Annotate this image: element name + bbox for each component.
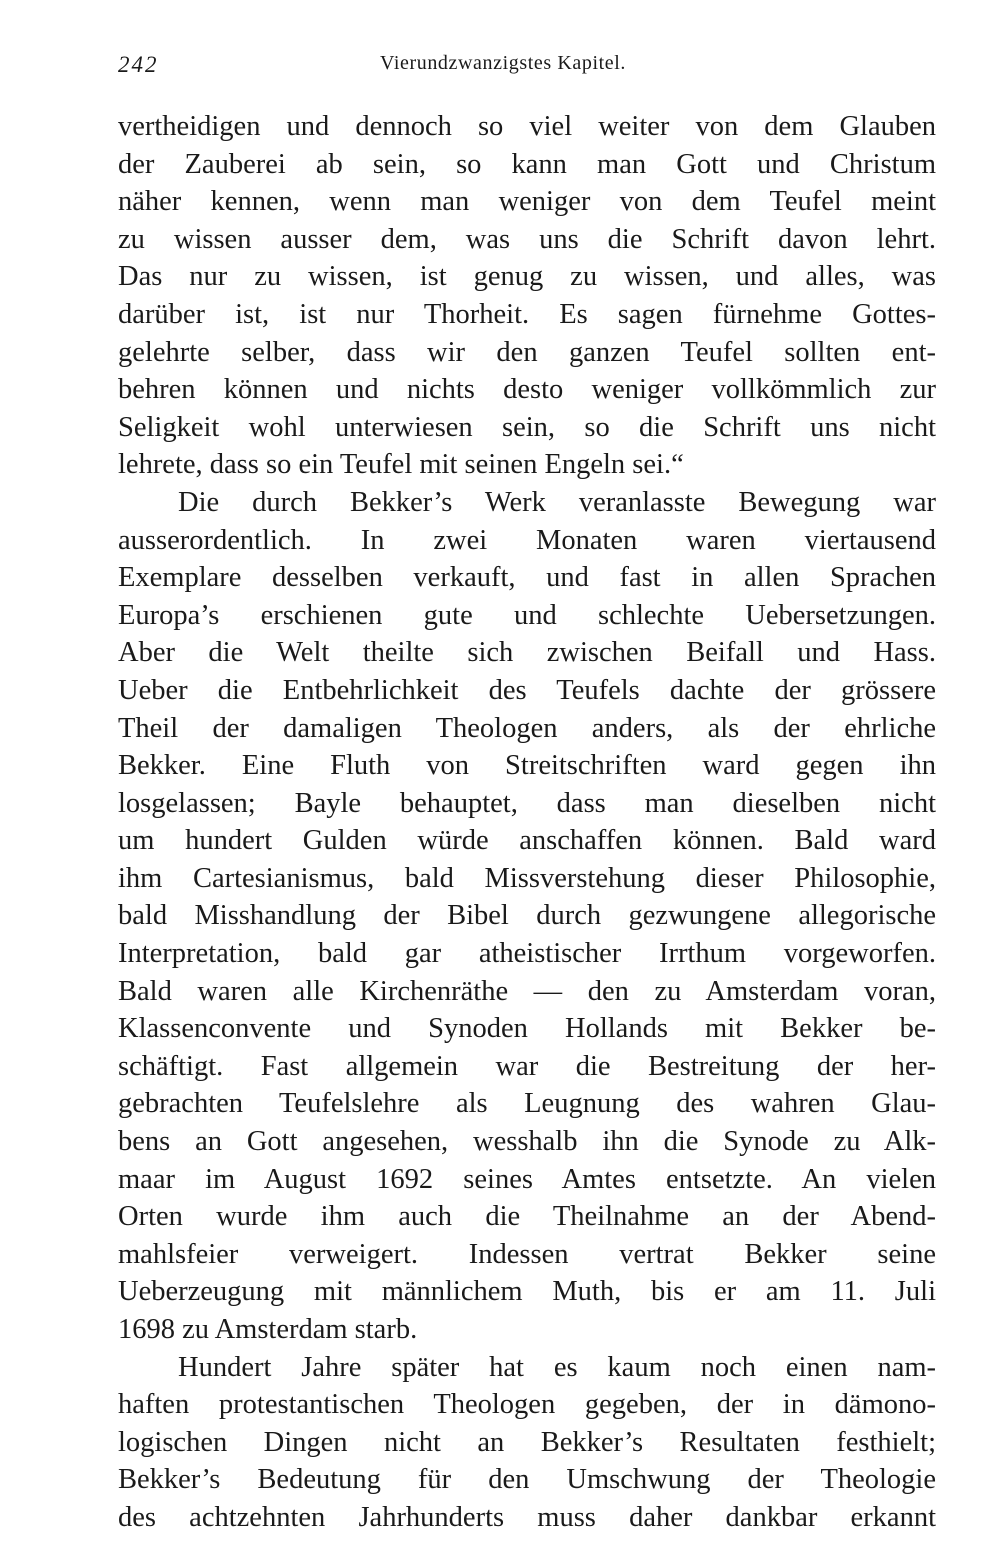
text-line: Interpretation, bald gar atheistischer Irrthum vorgeworfen. bbox=[118, 938, 936, 970]
text-line: vertheidigen und dennoch so viel weiter von dem Glauben bbox=[118, 111, 936, 142]
text-line: gelehrte selber, dass wir den ganzen Teufel sollten ent- bbox=[118, 336, 936, 368]
text-line: Bekker. Eine Fluth von Streitschriften ward gegen ihn bbox=[118, 750, 936, 782]
text-line: Das nur zu wissen, ist genug zu wissen, und alles, was bbox=[118, 261, 936, 293]
text-line: bald Misshandlung der Bibel durch gezwungene allegorische bbox=[118, 900, 936, 932]
text-line: Ueber die Entbehrlichkeit des Teufels dachte der grössere bbox=[118, 674, 936, 706]
body-text bbox=[118, 108, 936, 1537]
text-line: Hundert Jahre später hat es kaum noch einen nam- bbox=[178, 1351, 936, 1383]
text-line: ihm Cartesianismus, bald Missverstehung dieser Philosophie, bbox=[118, 862, 936, 894]
text-line: mahlsfeier verweigert. Indessen vertrat Bekker seine bbox=[118, 1238, 936, 1270]
text-line: um hundert Gulden würde anschaffen können. Bald ward bbox=[118, 825, 936, 857]
page-header bbox=[118, 52, 936, 82]
text-line: schäftigt. Fast allgemein war die Bestreitung der her- bbox=[118, 1050, 936, 1082]
text-line: Bekker’s Bedeutung für den Umschwung der Theologie bbox=[118, 1464, 936, 1496]
text-line: Orten wurde ihm auch die Theilnahme an der Abend- bbox=[118, 1201, 936, 1233]
text-line: 1698 zu Amsterdam starb. bbox=[118, 1314, 418, 1345]
text-line: Ueberzeugung mit männlichem Muth, bis er am 11. Juli bbox=[118, 1276, 936, 1308]
page-number: 242 bbox=[118, 52, 159, 77]
text-line: Aber die Welt theilte sich zwischen Beifall und Hass. bbox=[118, 637, 936, 669]
text-line: lehrete, dass so ein Teufel mit seinen Engeln sei.“ bbox=[118, 449, 684, 481]
text-line: gebrachten Teufelslehre als Leugnung des wahren Glau- bbox=[118, 1088, 936, 1120]
paragraph bbox=[118, 108, 936, 484]
running-head: Vierundzwanzigstes Kapitel. bbox=[380, 52, 627, 74]
text-line: ausserordentlich. In zwei Monaten waren viertausend bbox=[118, 524, 936, 556]
text-line: näher kennen, wenn man weniger von dem Teufel meint bbox=[118, 186, 936, 218]
paragraph bbox=[118, 1349, 936, 1537]
text-line: bens an Gott angesehen, wesshalb ihn die Synode zu Alk- bbox=[118, 1126, 936, 1158]
text-line: Theil der damaligen Theologen anders, als der ehrliche bbox=[118, 712, 936, 744]
text-line: logischen Dingen nicht an Bekker’s Resultaten festhielt; bbox=[118, 1426, 936, 1458]
text-line: maar im August 1692 seines Amtes entsetzte. An vielen bbox=[118, 1163, 936, 1195]
text-line: haften protestantischen Theologen gegeben, der in dämono- bbox=[118, 1389, 936, 1421]
text-line: Europa’s erschienen gute und schlechte Uebersetzungen. bbox=[118, 599, 936, 631]
text-line: zu wissen ausser dem, was uns die Schrift davon lehrt. bbox=[118, 223, 936, 255]
text-line: behren können und nichts desto weniger vollkömmlich zur bbox=[118, 374, 936, 406]
text-line: darüber ist, ist nur Thorheit. Es sagen fürnehme Gottes- bbox=[118, 298, 936, 330]
text-line: Seligkeit wohl unterwiesen sein, so die Schrift uns nicht bbox=[118, 411, 936, 443]
text-line: des achtzehnten Jahrhunderts muss daher dankbar erkannt bbox=[118, 1501, 936, 1533]
text-line: Die durch Bekker’s Werk veranlasste Bewegung war bbox=[178, 486, 936, 518]
text-line: Bald waren alle Kirchenräthe — den zu Amsterdam voran, bbox=[118, 975, 936, 1007]
text-line: Klassenconvente und Synoden Hollands mit Bekker be- bbox=[118, 1013, 936, 1045]
paragraph bbox=[118, 484, 936, 1349]
text-line: der Zauberei ab sein, so kann man Gott und Christum bbox=[118, 148, 936, 180]
text-line: losgelassen; Bayle behauptet, dass man dieselben nicht bbox=[118, 787, 936, 819]
text-line: Exemplare desselben verkauft, und fast in allen Sprachen bbox=[118, 562, 936, 594]
